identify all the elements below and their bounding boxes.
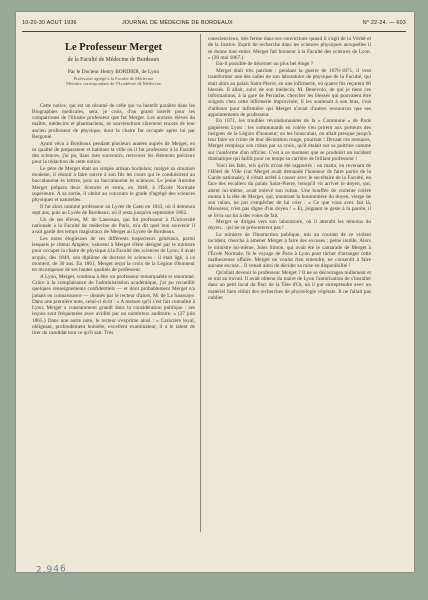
handwritten-catalog-number: 2.946 (35, 564, 68, 576)
paragraph: Les notes élogieuses de ses différents inspecteurs généraux, parmi lesquels je citerai Ampère, valurent à Merget d'être désigné par le ministre pour occuper la chaire de physique à la Faculté des sciences de Lyon; il avait acquis, dès 1849, son diplôme de docteur ès sciences : il était âgé, à ce moment, de 30 ans. En 1861, Merget reçut la croix de la Légion d'honneur en récompense de ses hautes qualités de professeur. (32, 235, 195, 274)
author-affiliation-1: Professeur agrégé à la Faculté de Médecine (73, 75, 154, 81)
left-column (32, 36, 195, 337)
paragraph: consciencieux, très ferme dans ses convictions quand il s'agit de la Vérité et de la Justice. Esprit de recherche dans les sciences physiques auxquelles il se donne tout entier. Merget fait honneur à la Faculté des sciences de Lyon. » (20 mai 1867.) (208, 36, 371, 61)
paragraph: Voici les faits, tels qu'ils m'ont été rapportés : un matin, en revenant de l'Hôtel de Ville (car Merget avait demandé l'honneur de faire partie de la Garde nationale), il s'était arrêté à causer avec le secrétaire de la Faculté, en face des escaliers du palais Saint-Pierre, lorsqu'il vit arriver le doyen, qui, alerté lui-même, avait enlevé son ruban. Une bouffée de violente colère monta à la tête de Merget, qui, montrant la boutonnière du doyen, vierge de son ruban, ne put s'empêcher de lui crier : « Ce que vous avez fait là, Monsieur, n'est pas digne d'un doyen ! » Et, joignant le geste à la parole, il se livra sur lui à des voies de fait. (208, 162, 371, 219)
header-rule (22, 31, 406, 32)
paragraph: Ayant vécu à Bordeaux pendant plusieurs années auprès de Merget, en sa qualité de préparateur et habitant la ville où il fut professeur à la Faculté des sciences, j'ai pu, dans mes souvenirs, retrouver les éléments précieux pour la rédaction de cette notice. (32, 140, 195, 166)
header-journal: JOURNAL DE MÉDECINE DE BORDEAUX (122, 20, 233, 26)
paragraph: En 1871, les troubles révolutionnaires de la « Commune » de Paris gagnèrent Lyon : les communards en colère s'en prirent aux porteurs des insignes de la Légion d'honneur; on les bousculait, on allait presque jusqu'à leur faire un crime de leur décoration rouge, pourtant ! Devant ces menaces, Merget remplaça son ruban par sa croix, qu'il étalait sur sa poitrine comme sur l'uniforme d'un officier. C'est à ce moment que se produisit un incident dramatique qui faillit pour un temps sa carrière de brillant professeur ! (208, 118, 371, 162)
paragraph: Est-il possible de décerner un plus bel éloge ? (216, 61, 314, 68)
paragraph: Qu'allait devenir le professeur Merget ? Il ne se découragea nullement et se mit au travail. Il avait obtenu du maire de Lyon l'autorisation de s'installer dans un petit local du Parc de la Tête d'Or, où il put entreprendre avec un matériel bien réduit des recherches de physiologie végétale. Il ne fallait pas oublier (208, 269, 371, 301)
paragraph: Cette notice, qui est un résumé de celle qui va bientôt paraître dans les Biographies médicales, sera, je crois, d'un grand intérêt pour les compatriotes de l'illustre professeur que fut Merget. Les anciens élèves du maître, médecins et pharmaciens, se souviendront sûrement encore de leur ancien professeur de physique, dont la chaire fut occupée après lui par Bergonié. (32, 102, 195, 140)
paragraph: Il fut alors nommé professeur au Lycée de Caen en 1843, où il demeura sept ans, puis au Lycée de Bordeaux, où il resta jusqu'en septembre 1862. (32, 203, 195, 217)
paragraph: Merget se dirigea vers son laboratoire, où il attendit les témoins du doyen... qui ne se présentèrent pas ! (208, 219, 371, 232)
article-title: Le Professeur Merget (65, 42, 162, 53)
paragraph: Un de ses élèves, M. de Lanessan, qui fut professeur à l'Université nationale à la Faculté de médecine de Paris, m'a dit quel bon souvenir il avait gardé des temps magistraux de Merget au Lycée de Bordeaux. (32, 216, 195, 236)
article-author: Par le Docteur Henry BORDIER, de Lyon (67, 69, 160, 76)
paragraph: Le ministre de l'Instruction publique, mis au courant de ce violent incident, chercha à amener Merget à faire des excuses ; peine inutile. Alors le ministre lui-même, Jules Simon, qui avait été le camarade de Merget à l'École Normale, fit le voyage de Paris à Lyon pour tâcher d'arranger cette malheureuse affaire. Merget ne voulut rien entendre, ne consentit à faire aucune excuse... Il venait ainsi de décider sa mise en disponibilité ! (208, 232, 371, 270)
article-subtitle: de la Faculté de Médecine de Bordeaux (67, 57, 160, 63)
paragraph: A Lyon, Merget, continua à être un professeur remarquable et renommé. Grâce à la complaisance de l'administration académique, j'ai pu recueillir quelques renseignements confidentiels — et dont probablement Merget n'a jamais eu connaissance — donnés par le recteur d'alors, M. de La Saussaye. Dans une première note, celui-ci écrit : « A mesure qu'il s'est fait connaître à Lyon, Merget a constamment grandi dans la considération publique : ses leçons sont fréquentées avec avidité par un nombreux auditoire. » (27 juin 1865.) Dans une autre note, le recteur s'exprime ainsi : « Caractère loyal, obligeant, profondément honnête, excellent examinateur, il a le talent de tirer du candidat tout ce qu'il sait. Très (32, 273, 195, 337)
header-date: 10-20-30 AOUT 1936 (22, 20, 77, 26)
author-affiliation-2: Membre correspondant de l'Académie de Médecine (66, 81, 161, 87)
paragraph: Merget était très patriote : pendant la guerre de 1870-1871, il veut transformer une des salles de son laboratoire de physique de la Faculté, qui était alors au palais Saint-Pierre, en une infirmerie, où quatre lits reçurent 60 blessés. Il allait, suivi de son médecin, M. Benevolo, de qui je tiens ces informations, à la gare de Perrache, chercher les blessés qui pouvaient être soignés chez cette infirmerie improvisée; il les soutenait à son bras, c'est d'ailleurs pour infirmière qui Merget n'avait d'autres ressources que ses appointements de professeur. (208, 68, 371, 118)
running-header (22, 20, 406, 30)
column-divider (200, 34, 201, 532)
paragraph: Le père de Merget était un simple artisan bordelais; malgré sa situation modeste, il réussit à faire suivre à son fils les cours qui le conduisirent au baccalauréat ès lettres, puis au baccalauréat ès sciences. Le jeune Antoine Merget prépara deux licences et entra, en 1840, à l'École Normale supérieure. A sa sortie, il obtint au concours le grade d'agrégé des sciences physiques et naturelles. (32, 165, 195, 204)
right-column (208, 36, 371, 302)
title-block (32, 42, 195, 87)
header-issue-page: N° 22-24. — 603 (362, 20, 406, 26)
